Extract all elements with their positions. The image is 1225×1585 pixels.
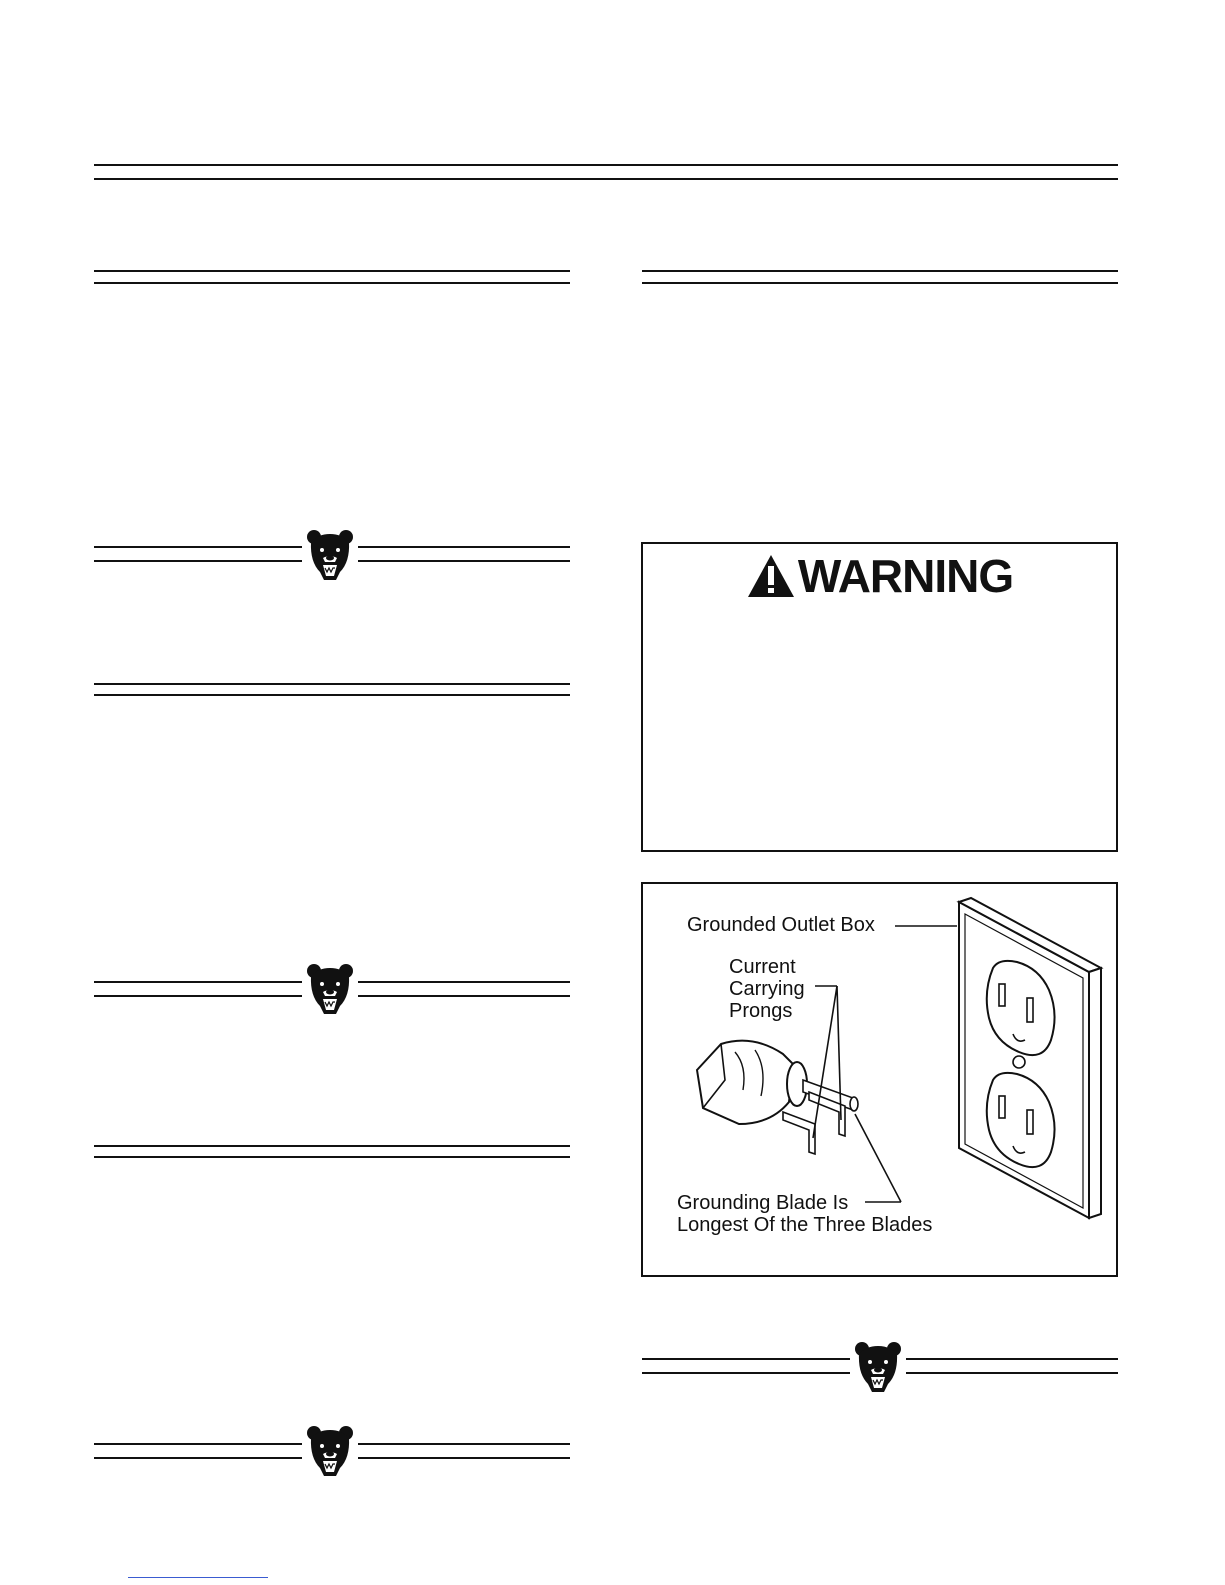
grounded-plug-figure xyxy=(641,882,1118,1277)
label-grounding-line-1: Grounding Blade Is xyxy=(677,1192,849,1214)
bear-head-icon xyxy=(306,962,354,1016)
bear-divider-1-right-top xyxy=(358,546,570,548)
label-grounding-line-2: Longest Of the Three Blades xyxy=(677,1214,933,1236)
bear-head-icon xyxy=(306,528,354,582)
bear-divider-1-left-bottom xyxy=(94,560,302,562)
bear-divider-3-right-bottom xyxy=(358,1457,570,1459)
left-section-rule-2-bottom xyxy=(94,694,570,696)
bear-divider-2-right-bottom xyxy=(358,995,570,997)
left-section-rule-1-top xyxy=(94,270,570,272)
warning-title: WARNING xyxy=(797,550,1014,602)
bear-divider-2-left-top xyxy=(94,981,302,983)
left-section-rule-3-top xyxy=(94,1145,570,1147)
footer-link-underline[interactable] xyxy=(128,1577,268,1578)
label-current-line-1: Current xyxy=(729,956,796,978)
label-grounded-outlet-box: Grounded Outlet Box xyxy=(687,914,875,936)
header-rule-top xyxy=(94,164,1118,166)
bear-divider-4-left-top xyxy=(642,1358,850,1360)
bear-divider-4-right-bottom xyxy=(906,1372,1118,1374)
bear-divider-2-right-top xyxy=(358,981,570,983)
bear-divider-4-left-bottom xyxy=(642,1372,850,1374)
left-section-rule-2-top xyxy=(94,683,570,685)
header-rule-bottom xyxy=(94,178,1118,180)
bear-divider-1-right-bottom xyxy=(358,560,570,562)
right-section-rule-1-bottom xyxy=(642,282,1118,284)
left-section-rule-1-bottom xyxy=(94,282,570,284)
left-section-rule-3-bottom xyxy=(94,1156,570,1158)
bear-divider-3-right-top xyxy=(358,1443,570,1445)
bear-divider-1-left-top xyxy=(94,546,302,548)
right-section-rule-1-top xyxy=(642,270,1118,272)
bear-divider-3-left-top xyxy=(94,1443,302,1445)
label-current-line-2: Carrying xyxy=(729,978,805,1000)
warning-box xyxy=(641,542,1118,852)
bear-head-icon xyxy=(854,1340,902,1394)
bear-divider-2-left-bottom xyxy=(94,995,302,997)
warning-heading xyxy=(643,550,1116,602)
bear-divider-3-left-bottom xyxy=(94,1457,302,1459)
label-current-line-3: Prongs xyxy=(729,1000,793,1022)
bear-head-icon xyxy=(306,1424,354,1478)
bear-divider-4-right-top xyxy=(906,1358,1118,1360)
warning-triangle-icon xyxy=(746,553,796,599)
